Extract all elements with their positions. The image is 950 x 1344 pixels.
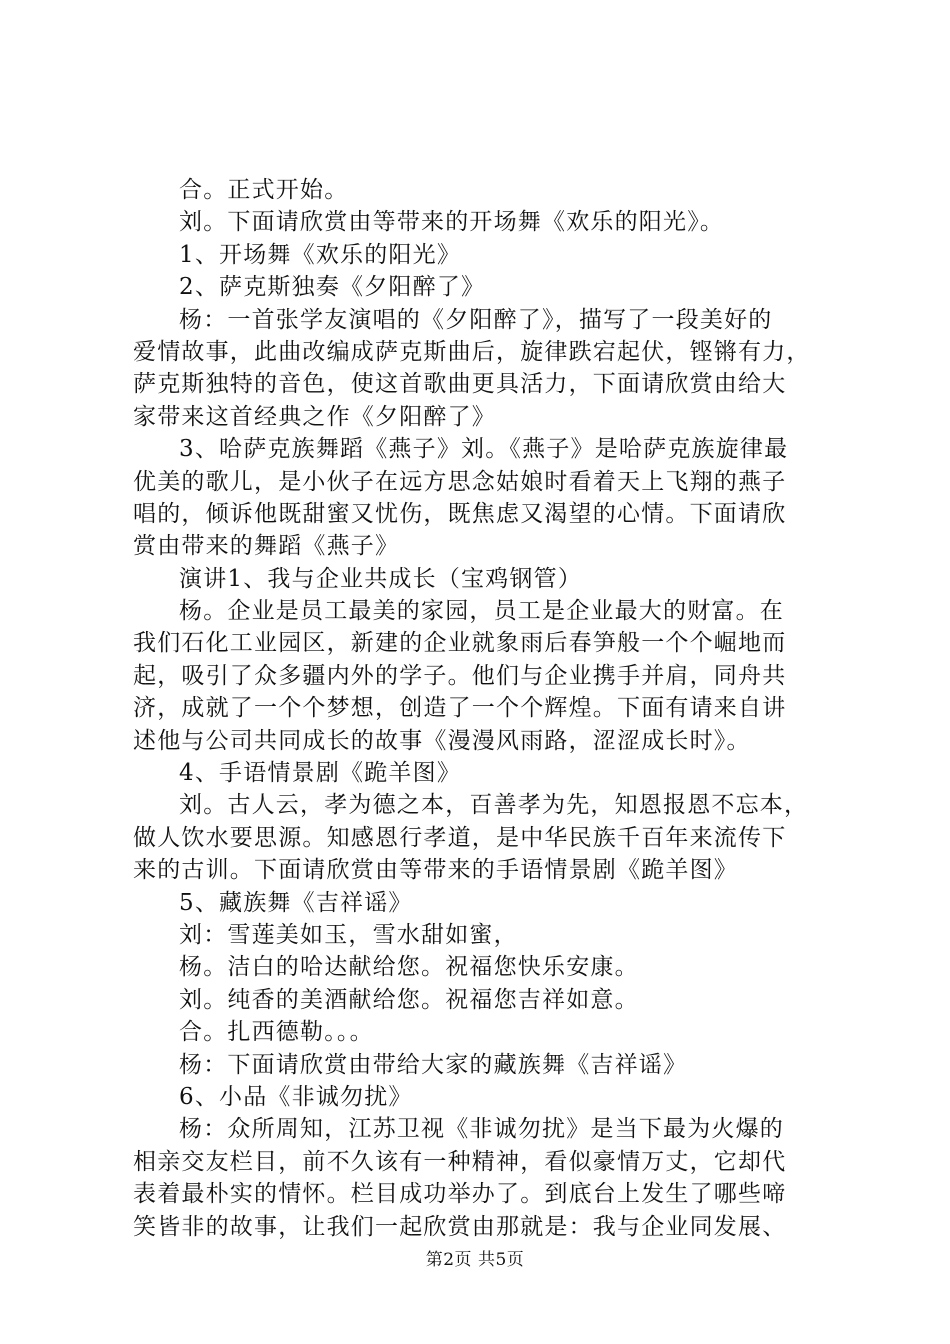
text-line: 杨：下面请欣赏由带给大家的藏族舞《吉祥谣》 [179,1051,688,1078]
text-line: 合。正式开始。 [179,177,349,203]
text-line: 3、哈萨克族舞蹈《燕子》刘。《燕子》是哈萨克族旋律最 [179,436,789,463]
text-line: 赏由带来的舞蹈《燕子》 [133,533,400,560]
text-line: 唱的，倾诉他既甜蜜又忧伤，既焦虑又渴望的心情。下面请欣 [133,500,787,527]
text-line: 述他与公司共同成长的故事《漫漫风雨路，涩涩成长时》。 [133,727,751,754]
text-line: 济，成就了一个个梦想，创造了一个个辉煌。下面有请来自讲 [133,695,787,722]
text-line: 相亲交友栏目，前不久该有一种精神，看似豪情万丈，它却代 [133,1148,787,1175]
text-line: 起，吸引了众多疆内外的学子。他们与企业携手并肩，同舟共 [133,662,787,689]
text-line: 刘。下面请欣赏由等带来的开场舞《欢乐的阳光》。 [179,209,725,236]
text-line: 6、小品《非诚勿扰》 [179,1083,413,1110]
text-line: 来的古训。下面请欣赏由等带来的手语情景剧《跪羊图》 [133,857,738,884]
text-line: 家带来这首经典之作《夕阳醉了》 [133,403,496,430]
text-line: 1、开场舞《欢乐的阳光》 [179,241,462,268]
text-line: 杨。企业是员工最美的家园，员工是企业最大的财富。在 [179,598,784,625]
page-footer: 第2页 共5页 [425,1250,525,1270]
text-line: 萨克斯独特的音色，使这首歌曲更具活力，下面请欣赏由给大 [133,371,787,398]
text-line: 刘。古人云，孝为德之本，百善孝为先，知恩报恩不忘本， [179,792,809,819]
text-line: 表着最朴实的情怀。栏目成功举办了。到底台上发生了哪些啼 [133,1181,787,1208]
text-line: 爱情故事，此曲改编成萨克斯曲后，旋律跌宕起伏，铿锵有力， [133,338,811,365]
text-line: 优美的歌儿，是小伙子在远方思念姑娘时看着天上飞翔的燕子 [133,468,787,495]
text-line: 做人饮水要思源。知感恩行孝道，是中华民族千百年来流传下 [133,824,787,851]
text-line: 演讲1、我与企业共成长（宝鸡钢管） [179,565,583,592]
text-line: 2、萨克斯独奏《夕阳醉了》 [179,274,486,301]
document-body [133,174,833,1243]
text-line: 刘：雪莲美如玉，雪水甜如蜜， [179,921,518,948]
text-line: 4、手语情景剧《跪羊图》 [179,760,462,787]
text-line: 我们石化工业园区，新建的企业就象雨后春笋般一个个崛地而 [133,630,787,657]
text-line: 合。扎西德勒。。。 [179,1019,374,1046]
text-line: 笑皆非的故事，让我们一起欣赏由那就是：我与企业同发展、 [133,1213,787,1240]
text-line: 刘。纯香的美酒献给您。祝福您吉祥如意。 [179,986,639,1013]
text-line: 杨：众所周知，江苏卫视《非诚勿扰》是当下最为火爆的 [179,1116,784,1143]
text-line: 杨。洁白的哈达献给您。祝福您快乐安康。 [179,954,639,981]
text-line: 5、藏族舞《吉祥谣》 [179,889,413,916]
text-line: 杨：一首张学友演唱的《夕阳醉了》，描写了一段美好的 [179,306,773,333]
